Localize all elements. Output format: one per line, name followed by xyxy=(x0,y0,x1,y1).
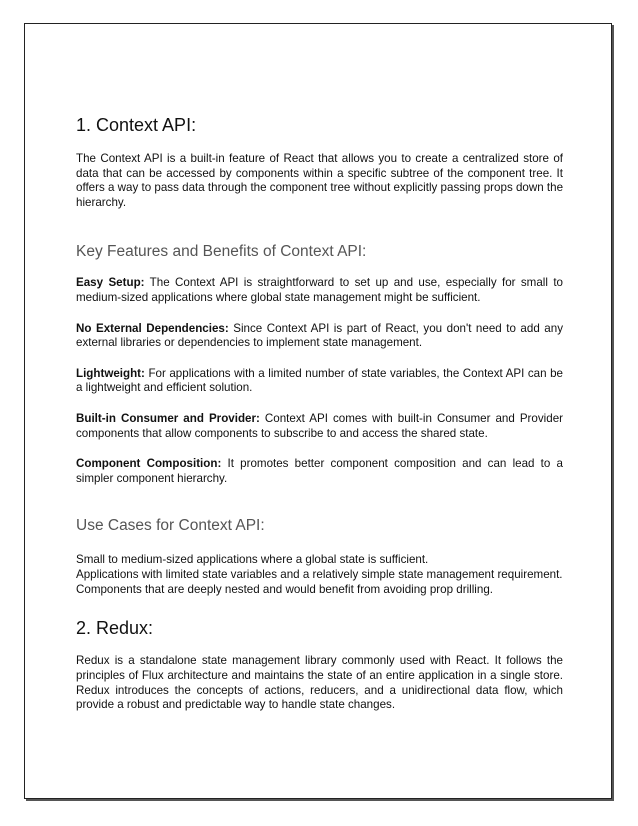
feature-text: Context API comes with built-in Consumer and Provider components that allow components to subscribe to and access the shared state. xyxy=(76,411,563,440)
feature-term: Built-in Consumer and Provider: xyxy=(76,411,260,425)
feature-term: Easy Setup: xyxy=(76,276,145,290)
feature-item xyxy=(76,322,563,351)
feature-text: For applications with a limited number of state variables, the Context API can be a lightweight and efficient solution. xyxy=(76,366,563,395)
section-title-redux: 2. Redux: xyxy=(76,618,154,639)
use-cases-heading: Use Cases for Context API: xyxy=(76,517,265,535)
key-features-heading: Key Features and Benefits of Context API: xyxy=(76,243,367,261)
use-cases-list xyxy=(76,552,563,597)
feature-item xyxy=(76,457,563,486)
feature-item xyxy=(76,367,563,396)
feature-term: Lightweight: xyxy=(76,366,145,380)
section-title-context-api: 1. Context API: xyxy=(76,115,197,135)
use-case-item: Applications with limited state variables and a relatively simple state management requirement. xyxy=(76,568,563,582)
feature-term: Component Composition: xyxy=(76,457,222,471)
section-intro-paragraph: Redux is a standalone state management library commonly used with React. It follows the principles of Flux architecture and maintains the state of an entire application in a single store. Redux introduces the concepts of actions, reducers, and a unidirectional data flow, which provide a robust and predictable way to handle state changes. xyxy=(76,654,563,712)
feature-item xyxy=(76,276,563,305)
use-case-item: Components that are deeply nested and would benefit from avoiding prop drilling. xyxy=(76,583,493,597)
use-case-item: Small to medium-sized applications where a global state is sufficient. xyxy=(76,553,429,567)
feature-text: The Context API is straightforward to set up and use, especially for small to medium-sized applications where global state management might be sufficient. xyxy=(76,276,563,304)
section-intro-paragraph: The Context API is a built-in feature of React that allows you to create a centralized store of data that can be accessed by components within a specific subtree of the component tree. It offers a way to pass data through the component tree without explicitly passing props down the hierarchy. xyxy=(76,152,564,209)
feature-text: It promotes better component composition and can lead to a simpler component hierarchy. xyxy=(76,457,563,485)
feature-term: No External Dependencies: xyxy=(76,321,229,335)
feature-text: Since Context API is part of React, you don't need to add any external libraries or dependencies to implement state management. xyxy=(76,321,563,350)
document-content xyxy=(76,114,563,713)
feature-item xyxy=(76,412,563,441)
